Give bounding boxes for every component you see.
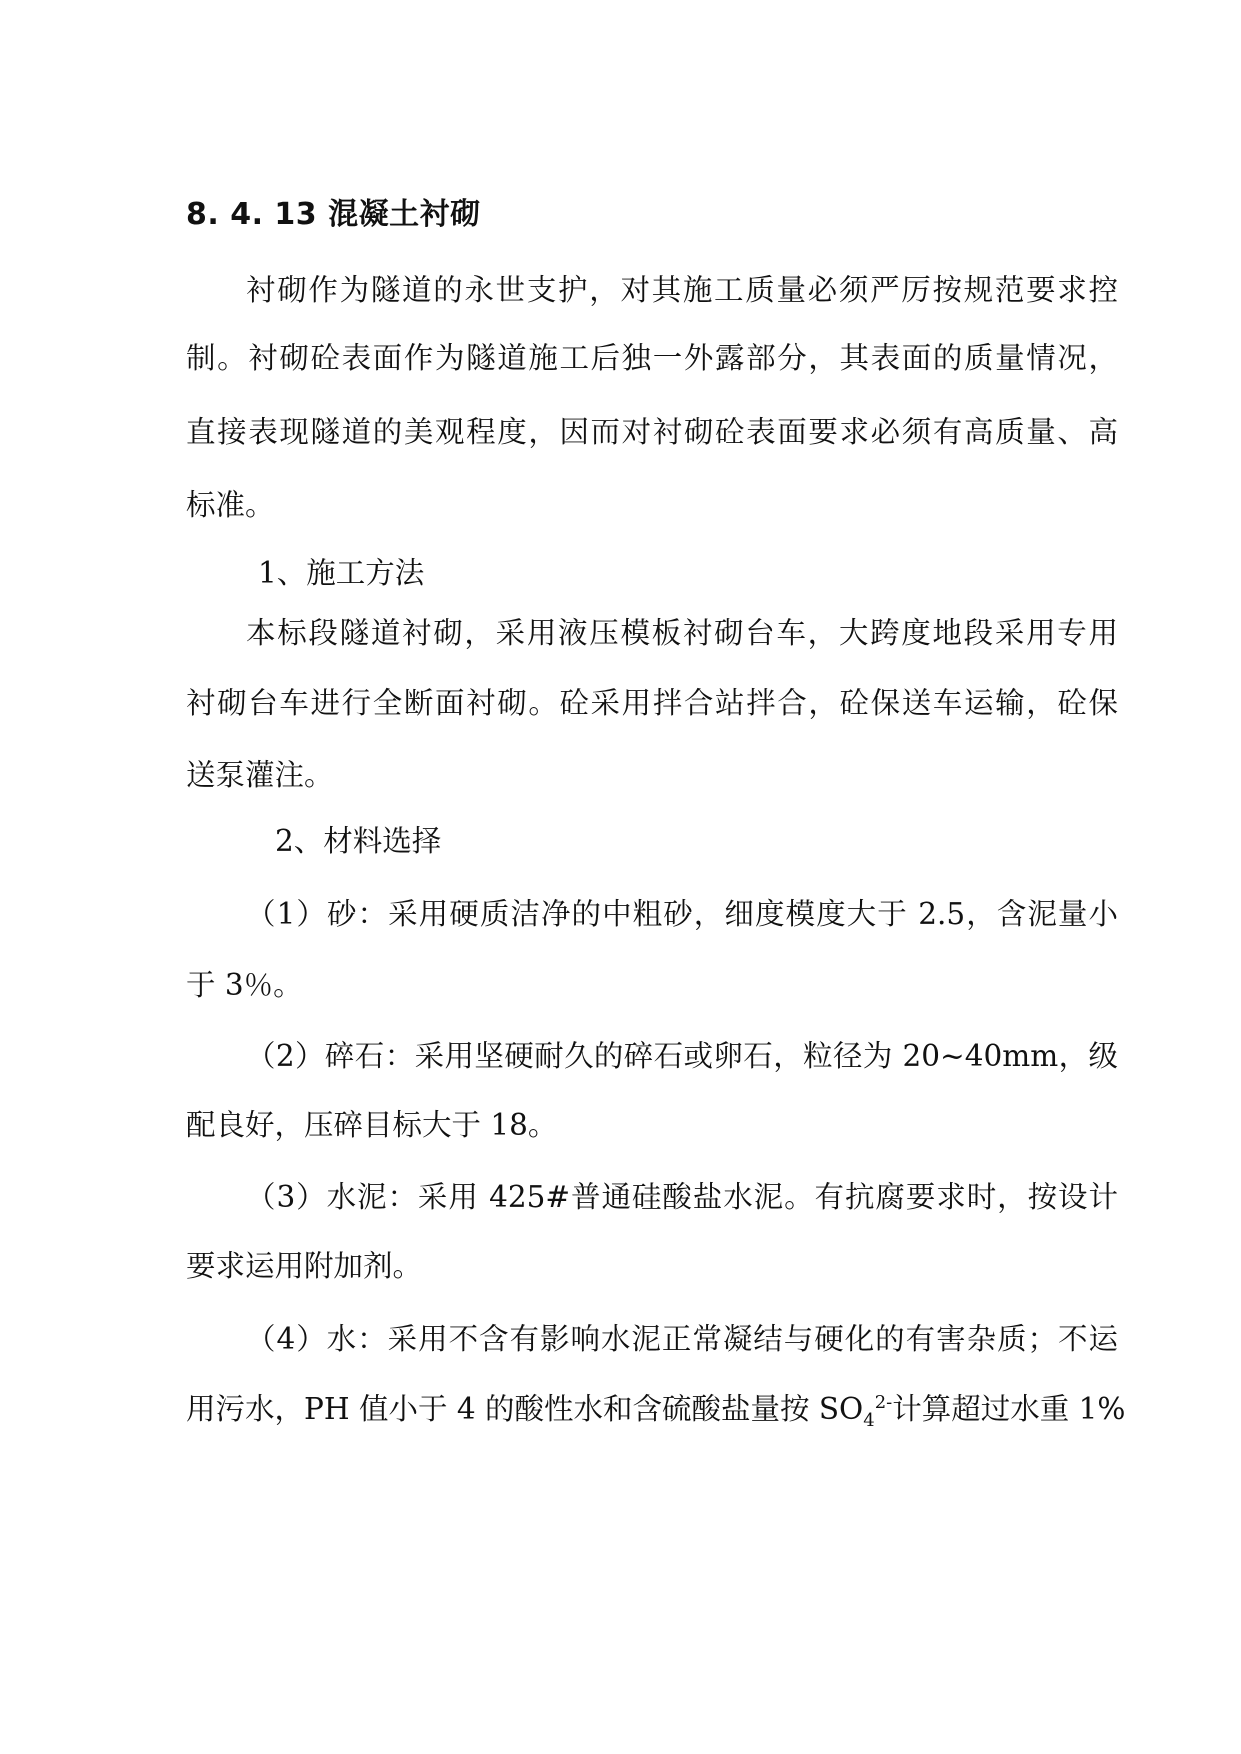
sulfate-superscript: 2- <box>874 1392 893 1414</box>
water-line-2 <box>186 1387 1125 1431</box>
cement-line-2: 要求运用附加剂。 <box>186 1249 423 1283</box>
section-heading: 8. 4. 13 混凝土衬砌 <box>186 197 481 232</box>
sulfate-subscript: 4 <box>863 1409 875 1431</box>
intro-line-4: 标准。 <box>186 488 275 522</box>
intro-line-1: 衬砌作为隧道的永世支护，对其施工质量必须严厉按规范要求控 <box>246 273 1118 307</box>
method-line-3: 送泵灌注。 <box>186 758 334 792</box>
cement-line-1: （3）水泥：采用 425#普通硅酸盐水泥。有抗腐要求时，按设计 <box>246 1180 1118 1214</box>
sand-line-1: （1）砂：采用硬质洁净的中粗砂，细度模度大于 2.5，含泥量小 <box>246 897 1118 931</box>
gravel-line-2: 配良好，压碎目标大于 18。 <box>186 1108 558 1142</box>
method-line-2: 衬砌台车进行全断面衬砌。砼采用拌合站拌合，砼保送车运输，砼保 <box>186 686 1118 720</box>
sand-line-2: 于 3％。 <box>186 968 303 1002</box>
gravel-line-1: （2）碎石：采用坚硬耐久的碎石或卵石，粒径为 20~40mm，级 <box>246 1039 1118 1073</box>
method-title: 1、施工方法 <box>258 556 425 590</box>
materials-title: 2、材料选择 <box>275 824 442 858</box>
water-line-2-tail: 计算超过水重 1% <box>892 1392 1126 1426</box>
method-line-1: 本标段隧道衬砌，采用液压模板衬砌台车，大跨度地段采用专用 <box>246 616 1118 650</box>
water-line-1: （4）水：采用不含有影响水泥正常凝结与硬化的有害杂质；不运 <box>246 1322 1118 1356</box>
water-line-2-text: 用污水，PH 值小于 4 的酸性水和含硫酸盐量按 SO <box>186 1392 864 1426</box>
intro-line-3: 直接表现隧道的美观程度，因而对衬砌砼表面要求必须有高质量、高 <box>186 415 1118 449</box>
intro-line-2: 制。衬砌砼表面作为隧道施工后独一外露部分，其表面的质量情况， <box>186 341 1118 375</box>
